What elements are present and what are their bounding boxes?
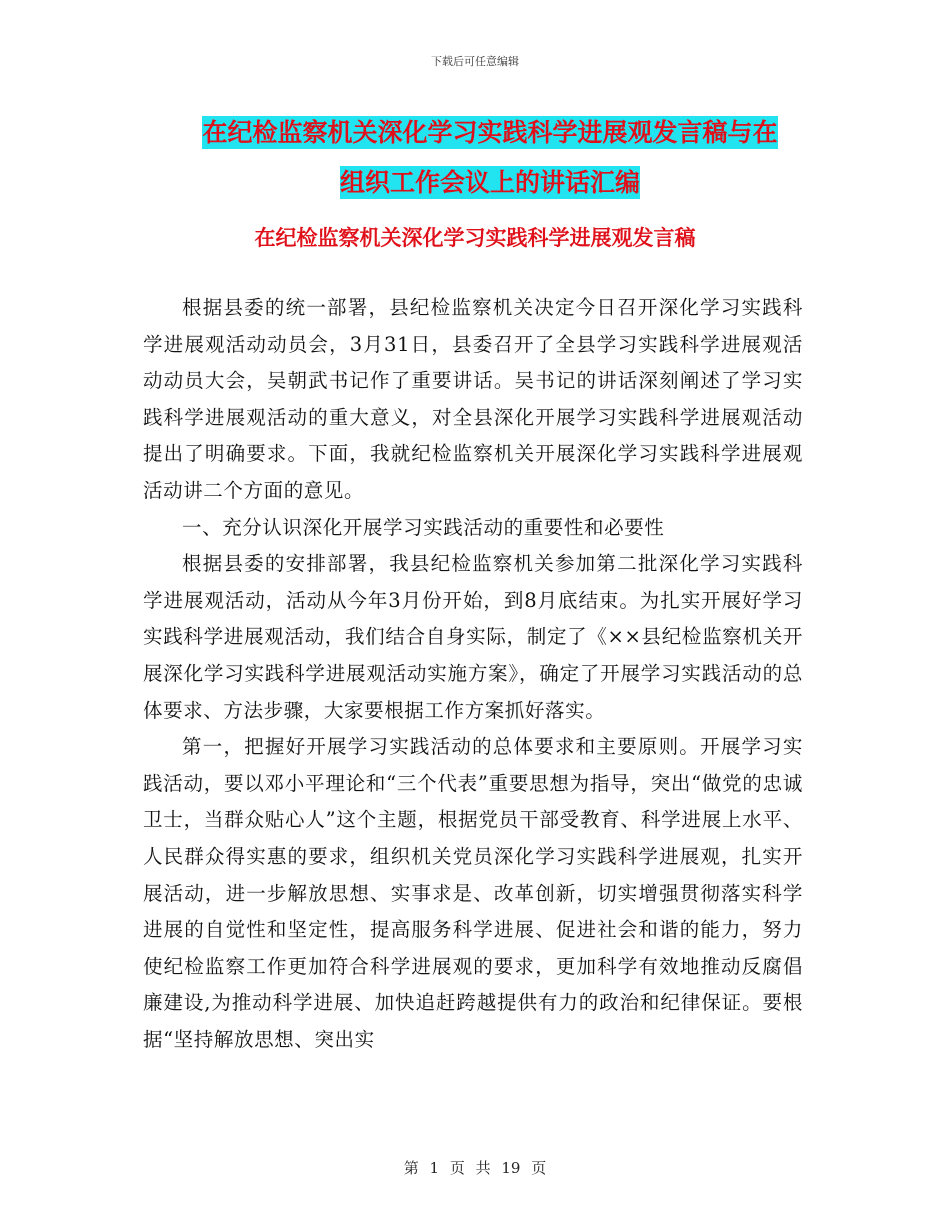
page-footer: 第 1 页 共 19 页 bbox=[403, 1159, 547, 1177]
title-line-2: 组织工作会议上的讲话汇编 bbox=[339, 168, 640, 197]
title-line-1: 在纪检监察机关深化学习实践科学进展观发言稿与在 bbox=[202, 118, 778, 147]
paragraph: 一、充分认识深化开展学习实践活动的重要性和必要性 bbox=[182, 515, 665, 539]
document-body bbox=[143, 290, 803, 1058]
header-note: 下载后可任意编辑 bbox=[431, 55, 519, 68]
document-title bbox=[150, 108, 830, 208]
paragraph: 第一，把握好开展学习实践活动的总体要求和主要原则。开展学习实践活动，要以邓小平理论和“三个代表”重要思想为指导，突出“做党的忠诚卫士，当群众贴心人”这个主题，根据党员干部受教育、科学进展上水平、人民群众得实惠的要求，组织机关党员深化学习实践科学进展观，扎实开展活动，进一步解放思想、实事求是、改革创新，切实增强贯彻落实科学进展的自觉性和坚定性，提高服务科学进展、促进社会和谐的能力，努力使纪检监察工作更加符合科学进展观的要求，更加科学有效地推动反腐倡廉建设,为推动科学进展、加快追赶跨越提供有力的政治和纪律保证。要根据“坚持解放思想、突出实 bbox=[143, 735, 803, 1051]
paragraph: 根据县委的统一部署，县纪检监察机关决定今日召开深化学习实践科学进展观活动动员会，3月31日，县委召开了全县学习实践科学进展观活动动员大会，吴朝武书记作了重要讲话。吴书记的讲话深刻阐述了学习实践科学进展观活动的重大意义，对全县深化开展学习实践科学进展观活动提出了明确要求。下面，我就纪检监察机关开展深化学习实践科学进展观活动讲二个方面的意见。 bbox=[143, 296, 803, 502]
paragraph: 根据县委的安排部署，我县纪检监察机关参加第二批深化学习实践科学进展观活动，活动从今年3月份开始，到8月底结束。为扎实开展好学习实践科学进展观活动，我们结合自身实际，制定了《××县纪检监察机关开展深化学习实践科学进展观活动实施方案》，确定了开展学习实践活动的总体要求、方法步骤，大家要根据工作方案抓好落实。 bbox=[143, 552, 803, 722]
section-title: 在纪检监察机关深化学习实践科学进展观发言稿 bbox=[254, 226, 696, 250]
